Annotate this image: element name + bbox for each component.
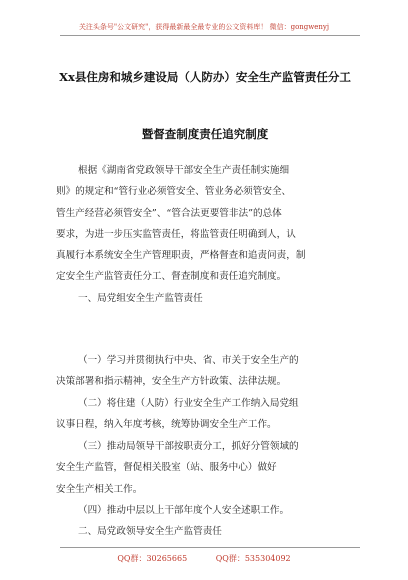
item-2-paragraph <box>56 393 374 436</box>
text-line: 真履行本系统安全生产管理职责，严格督查和追责问责，制 <box>56 250 306 262</box>
header-banner: 关注头条号"公文研究"，获得最新最全最专业的公文资料库！ 微信：gongwenyj <box>78 23 330 31</box>
document-title: Xx县住房和城乡建设局（人防办）安全生产监管责任分工 <box>59 70 351 84</box>
text-line: 决策部署和指示精神，安全生产方针政策、法律法规。 <box>56 376 287 388</box>
text-line: （二）将住建（人防）行业安全生产工作纳入局党组 <box>78 398 299 409</box>
document-subtitle: 暨督查制度责任追究制度 <box>141 127 269 141</box>
text-line: 管生产经营必须管安全”、“管合法更要管非法”的总体 <box>56 207 282 219</box>
text-line: 要求，为进一步压实监管责任，将监管责任明确到人，认 <box>56 228 296 240</box>
text-line: 定安全生产监管责任分工、督查制度和责任追究制度。 <box>56 271 287 283</box>
section-heading: 一、局党组安全生产监管责任 <box>78 292 203 304</box>
text-line: （一）学习并贯彻执行中央、省、市关于安全生产的 <box>78 355 299 366</box>
qq-group-1: QQ群：30265665 <box>117 554 188 563</box>
item-3-paragraph <box>56 436 374 500</box>
text-line: 根据《湖南省党政领导干部安全生产责任制实施细 <box>78 165 290 176</box>
item-4-paragraph <box>56 500 374 521</box>
footer <box>0 553 408 564</box>
text-line: 则》的规定和“管行业必须管安全、管业务必须管安全、 <box>56 186 292 198</box>
text-line: 议事日程，纳入年度考核，统筹协调安全生产工作。 <box>56 419 277 431</box>
text-line: （四）推动中层以上干部年度个人安全述职工作。 <box>78 505 290 516</box>
section-heading: 二、局党政领导安全生产监管责任 <box>78 526 222 537</box>
intro-paragraph <box>56 160 374 309</box>
section-2-paragraph <box>56 521 374 542</box>
text-line: （三）推动局领导干部按职责分工，抓好分管领域的 <box>78 441 299 452</box>
footer-divider <box>60 547 360 548</box>
item-1-paragraph <box>56 350 374 393</box>
header-divider <box>60 35 360 36</box>
qq-group-2: QQ群：535304092 <box>215 554 291 563</box>
text-line: 安全生产监管，督促相关股室（站、服务中心）做好 <box>56 462 277 474</box>
text-line: 安全生产相关工作。 <box>56 483 143 495</box>
